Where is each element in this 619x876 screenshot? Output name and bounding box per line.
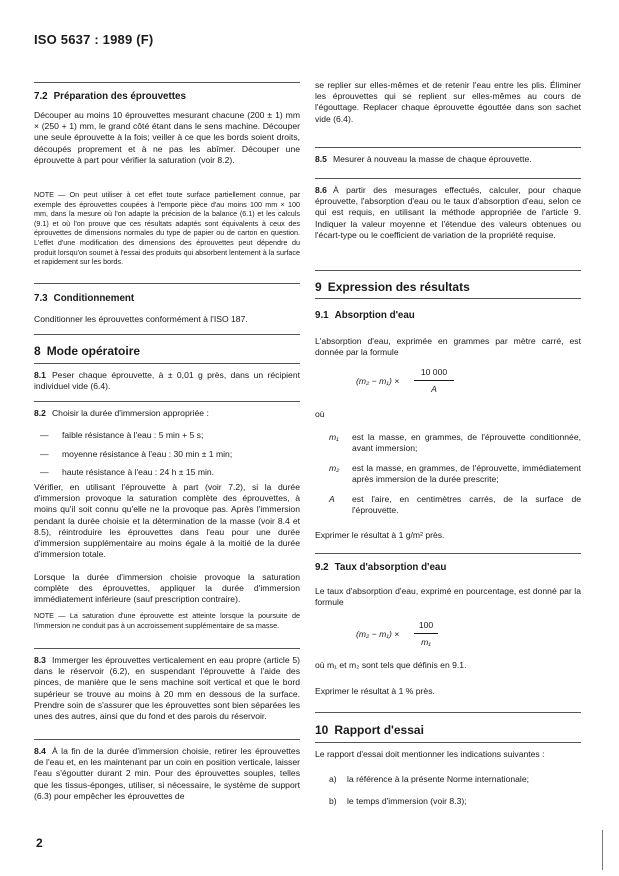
- section-number: 8.2: [34, 408, 46, 418]
- section-8-2-note: [34, 611, 300, 630]
- section-number: 8.1: [34, 370, 46, 380]
- paragraph: Choisir la durée d'immersion appropriée :: [51, 408, 209, 418]
- paragraph: Découper au moins 10 éprouvettes mesurant chacune (200 ± 1) mm × (250 + 1) mm, le grand côté étant dans le sens machine. Découper une seule éprouvette à la fois; veiller à ce que les bords soient droits, découpés proprement et à ne pas les abîmer. Découper une éprouvette à part pour vérifier la saturation (voir 8.2).: [34, 110, 300, 165]
- section-8-4-continued: [315, 80, 581, 125]
- section-divider: [315, 178, 581, 179]
- section-number: 8.3: [34, 655, 46, 665]
- paragraph: Le taux d'absorption d'eau, exprimé en pourcentage, est donné par la formule: [315, 586, 581, 608]
- note: NOTE — La saturation d'une éprouvette est atteinte lorsque la poursuite de l'immersion ne conduit pas à un accroissement supplémentaire de sa masse.: [34, 611, 300, 630]
- formula-denominator: m₁: [421, 637, 431, 647]
- section-8-2: [34, 408, 300, 419]
- margin-mark: [602, 830, 603, 870]
- section-9-2-where: [315, 660, 581, 671]
- section-9-2-intro: [315, 586, 581, 608]
- section-7-2-note: [34, 190, 300, 267]
- section-7-2: [34, 91, 300, 102]
- section-number: 8.6: [315, 185, 327, 195]
- section-divider: [34, 363, 300, 364]
- section-number: 10: [315, 723, 329, 737]
- section-8-3: [34, 655, 300, 722]
- section-9-1-intro: [315, 336, 581, 358]
- list-item: haute résistance à l'eau : 24 h ± 15 min.: [62, 467, 215, 477]
- section-divider: [34, 283, 300, 284]
- section-divider: [34, 82, 300, 83]
- section-divider: [315, 742, 581, 743]
- section-8-2-para1: [34, 482, 300, 560]
- section-number: 7.2: [34, 91, 48, 102]
- formula-numerator: 100: [418, 620, 434, 630]
- section-7-2-body: [34, 110, 300, 166]
- paragraph: À la fin de la durée d'immersion choisie, retirer les éprouvettes de l'eau et, en les maintenant par un coin en position verticale, laisser l'eau s'égoutter durant 2 min. Pour des éprouvettes souples, telles que les tissus-éponges, utiliser, si nécessaire, le système de support (6.3) pour empêcher les éprouvettes de: [34, 746, 300, 801]
- section-title: Conditionnement: [53, 293, 135, 304]
- section-divider: [315, 270, 581, 271]
- section-title: Absorption d'eau: [334, 310, 415, 321]
- section-8: [34, 344, 300, 358]
- list-dash: —: [40, 449, 49, 459]
- paragraph: où m₁ et m₂ sont tels que définis en 9.1.: [315, 660, 467, 670]
- section-divider: [315, 712, 581, 713]
- section-title: Mode opératoire: [46, 344, 141, 358]
- section-number: 8: [34, 344, 41, 358]
- section-9: [315, 280, 581, 294]
- section-divider: [315, 553, 581, 554]
- section-9-1-result: [315, 530, 581, 541]
- fraction-bar: [414, 633, 438, 634]
- section-10-intro: [315, 749, 581, 760]
- section-divider: [34, 334, 300, 335]
- paragraph: Mesurer à nouveau la masse de chaque éprouvette.: [332, 154, 532, 164]
- section-number: 8.5: [315, 154, 327, 164]
- list-label: b): [329, 796, 337, 806]
- section-title: Taux d'absorption d'eau: [334, 562, 447, 573]
- list-item: la référence à la présente Norme internationale;: [347, 774, 530, 784]
- section-7-3-body: [34, 314, 300, 325]
- list-label: a): [329, 774, 337, 784]
- paragraph: Immerger les éprouvettes verticalement en eau propre (article 5) dans le réservoir (6.2), en suspendant l'éprouvette à l'aide des pinces, de manière que le sens machine soit vertical et que le bord supérieur se trouve au moins à 20 mm en dessous de la surface. Prendre soin de s'assurer que les éprouvettes sont bien séparées les unes des autres, ainsi que du fond et des parois du réservoir.: [34, 655, 300, 722]
- definition: est la masse, en grammes, de l'éprouvette, immédiatement après immersion de la durée prescrite;: [352, 463, 581, 485]
- paragraph: À partir des mesurages effectués, calculer, pour chaque éprouvette, l'absorption d'eau ou le taux d'absorption d'eau, selon ce qui est requis, en utilisant la méthode appropriée de l'article 9. Indiquer la valeur moyenne et l'étendue des valeurs obtenues ou l'écart-type ou le coefficient de variation de la propriété requise.: [315, 185, 581, 240]
- list-item: le temps d'immersion (voir 8.3);: [347, 796, 467, 806]
- definition: est la masse, en grammes, de l'éprouvette conditionnée, avant immersion;: [352, 432, 581, 454]
- section-number: 8.4: [34, 746, 46, 756]
- formula-denominator: A: [431, 384, 437, 394]
- section-title: Expression des résultats: [327, 280, 470, 294]
- list-item: moyenne résistance à l'eau : 30 min ± 1 min;: [62, 449, 233, 459]
- section-9-1: [315, 310, 581, 321]
- paragraph: Exprimer le résultat à 1 g/m² près.: [315, 530, 445, 540]
- section-number: 7.3: [34, 293, 48, 304]
- document-header: ISO 5637 : 1989 (F): [34, 32, 154, 47]
- paragraph: Conditionner les éprouvettes conformément à l'ISO 187.: [34, 314, 248, 324]
- fraction-bar: [414, 380, 454, 381]
- section-8-4: [34, 746, 300, 802]
- symbol: A: [329, 494, 335, 504]
- list-dash: —: [40, 430, 49, 440]
- note: NOTE — On peut utiliser à cet effet toute surface partiellement connue, par exemple des éprouvettes coupées à l'emporte pièce d'au moins 100 mm × 100 mm, dans la mesure où l'on adapte la précision de la balance (6.1) et les calculs (9.1) et où l'on prouve que ces résultats adaptés sont équivalents à ceux des éprouvettes de dimensions normales du type de papier ou de carton en question. L'effet d'une modification des dimensions des éprouvettes peut dépendre du produit lorsqu'on soumet à l'essai des produits qui absorbent lentement à la surface et rapidement sur les bords.: [34, 190, 300, 267]
- section-number: 9: [315, 280, 322, 294]
- definition: est l'aire, en centimètres carrés, de la surface de l'éprouvette.: [352, 494, 581, 516]
- symbol: m₁: [329, 432, 339, 442]
- section-divider: [34, 401, 300, 402]
- section-divider: [34, 648, 300, 649]
- section-7-3: [34, 293, 300, 304]
- page-number: 2: [36, 836, 43, 850]
- list-dash: —: [40, 467, 49, 477]
- list-item: faible résistance à l'eau : 5 min + 5 s;: [62, 430, 204, 440]
- section-8-1: [34, 370, 300, 392]
- paragraph: Exprimer le résultat à 1 % près.: [315, 686, 435, 696]
- section-divider: [34, 739, 300, 740]
- formula-left: (m₂ − m₁) ×: [356, 376, 400, 386]
- paragraph: L'absorption d'eau, exprimée en grammes par mètre carré, est donnée par la formule: [315, 336, 581, 358]
- paragraph: se replier sur elles-mêmes et de retenir l'eau entre les plis. Éliminer les éprouvettes qui se replient sur elles-mêmes au cours de l'égouttage. Replacer chaque éprouvette égouttée dans son sachet vide (6.4).: [315, 80, 581, 124]
- section-number: 9.1: [315, 310, 329, 321]
- section-number: 9.2: [315, 562, 329, 573]
- formula-left: (m₂ − m₁) ×: [356, 629, 400, 639]
- formula-numerator: 10 000: [420, 367, 448, 377]
- where-label: où: [315, 409, 325, 419]
- section-8-2-para2: [34, 572, 300, 606]
- section-divider: [315, 298, 581, 299]
- paragraph: Le rapport d'essai doit mentionner les indications suivantes :: [315, 749, 545, 759]
- section-title: Préparation des éprouvettes: [53, 91, 186, 102]
- section-divider: [315, 147, 581, 148]
- paragraph: Lorsque la durée d'immersion choisie provoque la saturation complète des éprouvettes, appliquer la durée d'immersion immédiatement inférieure (sauf prescription contraire).: [34, 572, 300, 605]
- section-title: Rapport d'essai: [334, 723, 424, 737]
- paragraph: Peser chaque éprouvette, à ± 0,01 g près, dans un récipient individuel vide (6.4).: [34, 370, 300, 392]
- section-9-2-result: [315, 686, 581, 697]
- section-9-2: [315, 562, 581, 573]
- section-8-6: [315, 185, 581, 241]
- section-8-5: [315, 154, 581, 165]
- section-10: [315, 723, 581, 737]
- paragraph: Vérifier, en utilisant l'éprouvette à part (voir 7.2), si la durée d'immersion provoque la saturation complète des éprouvettes, à moins qu'il soit connu qu'elle ne la provoque pas. Après l'immersion pendant la durée choisie et la détermination de la masse (voir 8.4 et 8.5), réintroduire les éprouvettes dans l'eau pour une durée d'immersion supplémentaire au moins égale à la moitié de la durée d'immersion totale.: [34, 482, 300, 560]
- symbol: m₂: [329, 463, 340, 473]
